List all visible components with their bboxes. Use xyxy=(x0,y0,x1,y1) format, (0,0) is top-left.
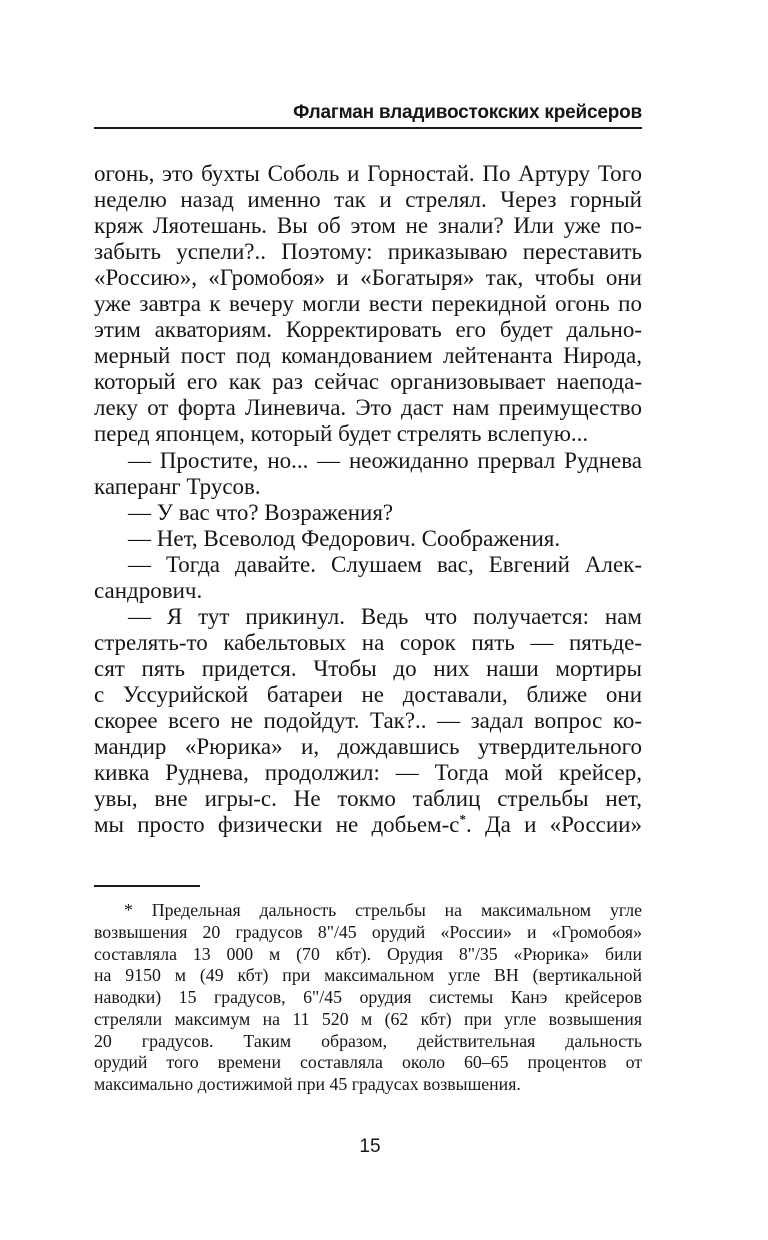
footnote-line: возвышения 20 градусов 8"/45 орудий «России» и «Громобоя» xyxy=(94,921,642,942)
footnote xyxy=(94,900,642,1096)
text-line: забыть успели?.. Поэтому: приказываю переставить xyxy=(94,239,642,265)
text-fragment: . Да и «России» xyxy=(465,812,642,838)
text-line: сят пять придется. Чтобы до них наши мортиры xyxy=(94,655,642,681)
text-line: неделю назад именно так и стрелял. Через горный xyxy=(94,187,642,213)
text-line: стрелять-то кабельтовых на сорок пять — пятьде- xyxy=(94,629,642,655)
dialogue-line: — Тогда давайте. Слушаем вас, Евгений Алек- xyxy=(128,551,642,577)
text-fragment: мы просто физически не добьем-с xyxy=(94,812,460,838)
text-line: огонь, это бухты Соболь и Горностай. По Артуру Того xyxy=(94,161,642,186)
text-line xyxy=(94,812,642,838)
running-head-title: Флагман владивостокских крейсеров xyxy=(293,102,642,123)
dialogue-line: — Простите, но... — неожиданно прервал Руднева xyxy=(128,447,642,473)
running-head xyxy=(94,101,642,129)
footnote-line: на 9150 м (49 кбт) при максимальном угле ВН (вертикальной xyxy=(94,965,642,986)
footnote-line: орудий того времени составляла около 60–65 процентов от xyxy=(94,1052,642,1073)
dialogue-line: — Я тут прикинул. Ведь что получается: нам xyxy=(128,603,642,629)
footnote-divider xyxy=(94,885,200,887)
footnote-line: составляла 13 000 м (70 кбт). Орудия 8"/35 «Рюрика» били xyxy=(94,943,642,964)
text-line: скорее всего не подойдут. Так?.. — задал вопрос ко- xyxy=(94,707,642,733)
text-line: перед японцем, который будет стрелять вслепую... xyxy=(94,421,589,447)
footnote-line: максимально достижимой при 45 градусах возвышения. xyxy=(94,1074,521,1094)
text-line: каперанг Трусов. xyxy=(94,473,261,499)
text-line: этим акваториям. Корректировать его будет дально- xyxy=(94,317,642,343)
text-line: который его как раз сейчас организовывает наеподa- xyxy=(94,369,642,395)
text-line: кивка Руднева, продолжил: — Тогда мой крейсер, xyxy=(94,760,642,786)
dialogue-line: — Нет, Всеволод Федорович. Соображения. xyxy=(128,525,561,551)
text-line: кряж Ляотешань. Вы об этом не знали? Или уже по- xyxy=(94,213,642,239)
text-line: сандрович. xyxy=(94,577,203,603)
text-line: с Уссурийской батареи не доставали, ближе они xyxy=(94,681,642,707)
footnote-line: стреляли максимум на 11 520 м (62 кбт) при угле возвышения xyxy=(94,1008,642,1029)
page-number: 15 xyxy=(359,1136,381,1157)
text-line: мандир «Рюрика» и, дождавшись утвердительного xyxy=(94,734,642,760)
dialogue-line: — У вас что? Возражения? xyxy=(128,499,394,525)
main-text xyxy=(94,161,642,838)
text-line: «Россию», «Громобоя» и «Богатыря» так, чтобы они xyxy=(94,265,642,291)
text-line: увы, вне игры-с. Не токмо таблиц стрельбы нет, xyxy=(94,786,642,812)
text-line: уже завтра к вечеру могли вести перекидной огонь по xyxy=(94,291,642,317)
text-line: леку от форта Линевича. Это даст нам преимущество xyxy=(94,395,642,421)
footnote-line: наводки) 15 градусов, 6"/45 орудия системы Канэ крейсеров xyxy=(94,987,642,1007)
text-line: мерный пост под командованием лейтенанта Нирода, xyxy=(94,343,642,369)
footnote-line: * Предельная дальность стрельбы на максимальном угле xyxy=(124,900,642,920)
footnote-marker: * xyxy=(459,812,466,827)
footnote-line: 20 градусов. Таким образом, действительная дальность xyxy=(94,1030,642,1051)
